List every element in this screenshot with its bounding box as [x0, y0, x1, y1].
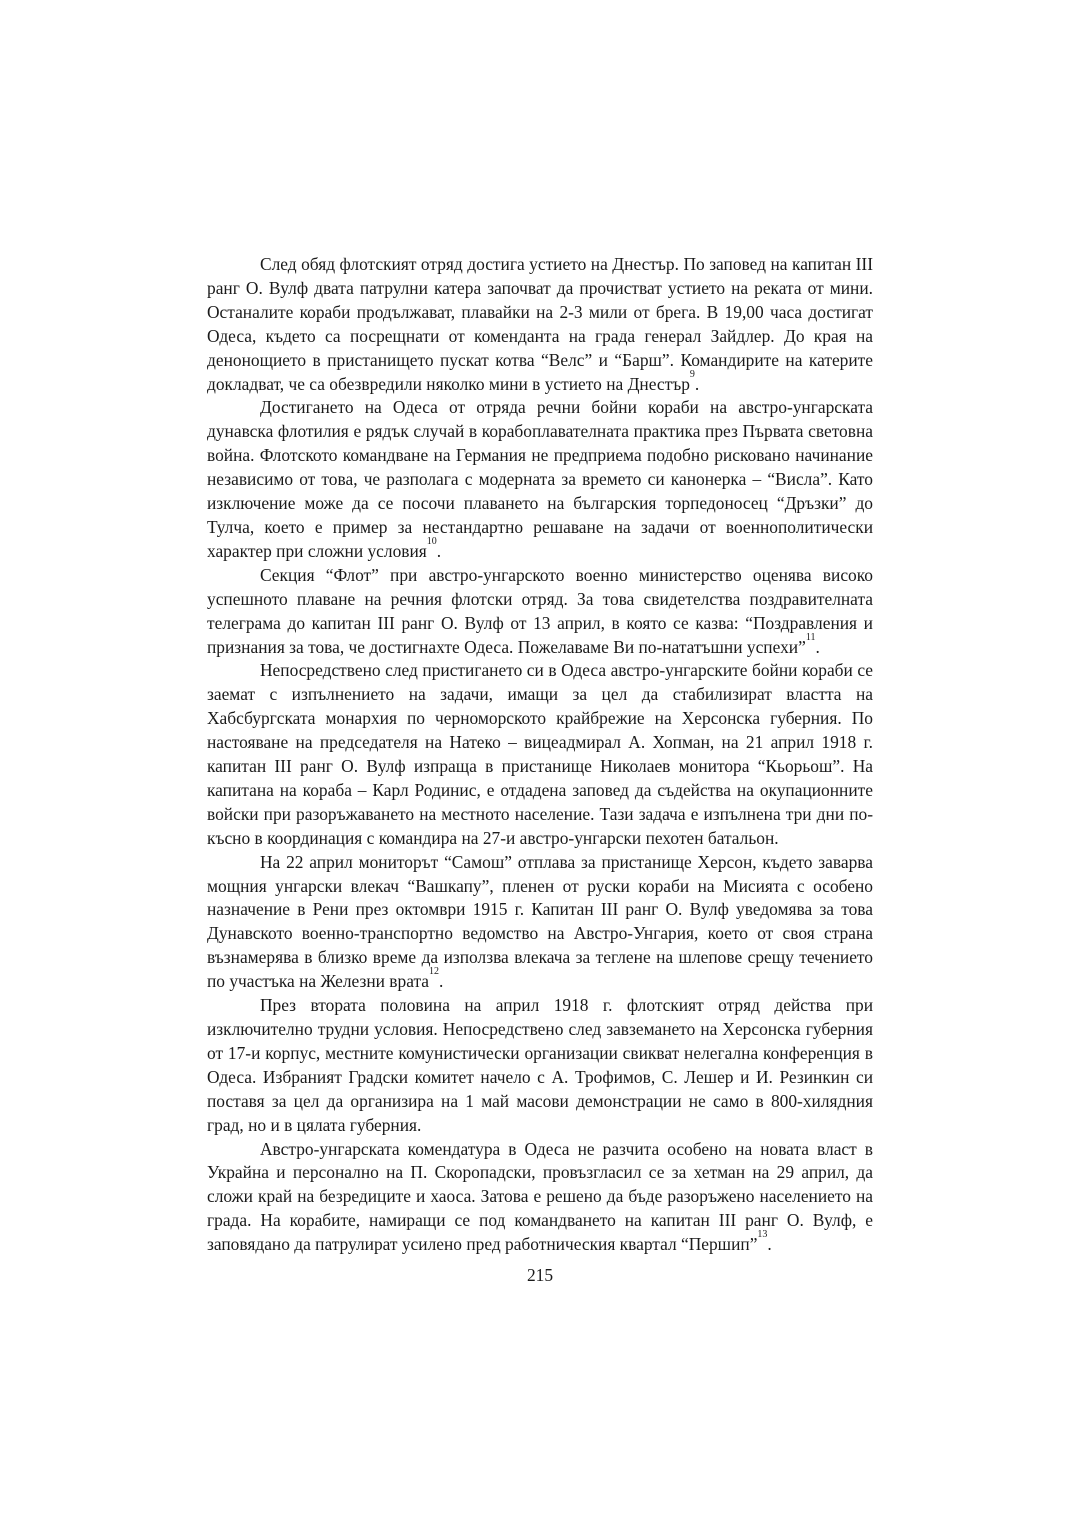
page-body: [207, 253, 873, 1257]
paragraph: На 22 април мониторът “Самош” отплава за пристанище Херсон, където заварва мощния унгарски влекач “Вашкапу”, пленен от руски кораби на Мисията с особено назначение в Рени през октомври 1915 г. Капитан III ранг О. Вулф уведомява за това Дунавското военно-транспортно ведомство на Австро-Унгария, което от своя страна възнамерява в близко време да използва влекача за теглене на шлепове срещу течението по участъка на Железни врата$^{12}$.: [207, 851, 873, 992]
paragraph: След обяд флотският отряд достига устието на Днестър. По заповед на капитан III ранг О. Вулф двата патрулни катера започват да прочистват устието на реката от мини. Останалите кораби продължават, плавайки на 2-3 мили от брега. В 19,00 часа достигат Одеса, където са посрещнати от коменданта на града генерал Зайдлер. До края на денонощието в пристанището пускат котва “Велс” и “Барш”. Командирите на катерите докладват, че са обезвредили няколко мини в устието на Днестър$^9$.: [207, 254, 873, 394]
footnote-marker: 10: [426, 535, 437, 547]
footnote-marker: 13: [757, 1229, 768, 1241]
paragraph: Достигането на Одеса от отряда речни бойни кораби на австро-унгарската дунавска флотилия е рядък случай в корабоплавателната практика през Първата световна война. Флотското командване на Германия не предприема подобно рисковано начинание независимо от това, че разполага с модерната за времето си канонерка – “Висла”. Като изключение може да се посочи плаването на българския торпедоносец “Дръзки” до Тулча, което е пример за нестандартно решаване на задачи от военнополитически характер при сложни условия$^{10}$.: [207, 397, 873, 561]
paragraph: Секция “Флот” при австро-унгарското военно министерство оценява високо успешното плаване на речния флотски отряд. За това свидетелства поздравителната телеграма до капитан III ранг О. Вулф от 13 април, в която се казва: “Поздравления и признания за това, че достигнахте Одеса. Пожелаваме Ви по-нататъшни успехи”$^{11}$.: [207, 564, 873, 657]
footnote-marker: 9: [689, 368, 695, 380]
paragraph: Непосредствено след пристигането си в Одеса австро-унгарските бойни кораби се заемат с изпълнението на задачи, имащи за цел да стабилизират властта на Хабсбургската монархия по черноморското крайбрежие на Херсонска губерния. По настояване на председателя на Натеко – вицеадмирал А. Хопман, на 21 април 1918 г. капитан III ранг О. Вулф изпраща в пристанище Николаев монитора “Кьорьош”. На капитана на кораба – Карл Родинис, е отдадена заповед да съдейства на окупационните войски при разоръжаването на местното население. Тази задача е изпълнена три дни по-късно в координация с командира на 27-и австро-унгарски пехотен батальон.: [207, 660, 873, 848]
paragraph: През втората половина на април 1918 г. флотският отряд действа при изключително трудни условия. Непосредствено след завземането на Херсонска губерния от 17-и корпус, местните комунистически организации свикват нелегална конференция в Одеса. Избраният Градски комитет начело с А. Трофимов, С. Лешер и И. Резинкин си поставя за цел да организира на 1 май масови демонстрации не само в 800-хилядния град, но и в цялата губерния.: [207, 995, 873, 1135]
footnote-marker: 12: [429, 966, 440, 978]
page-number: 215: [526, 1265, 554, 1285]
footnote-marker: 11: [805, 631, 816, 643]
paragraph: Австро-унгарската комендатура в Одеса не разчита особено на новата власт в Украйна и персонално на П. Скоропадски, провъзгласил се за хетман на 29 април, да сложи край на безредиците и хаоса. Затова е решено да бъде разоръжено населението на града. На корабите, намиращи се под командването на капитан III ранг О. Вулф, е заповядано да патрулират усилено пред работническия квартал “Першип”$^{13}$.: [207, 1138, 873, 1255]
